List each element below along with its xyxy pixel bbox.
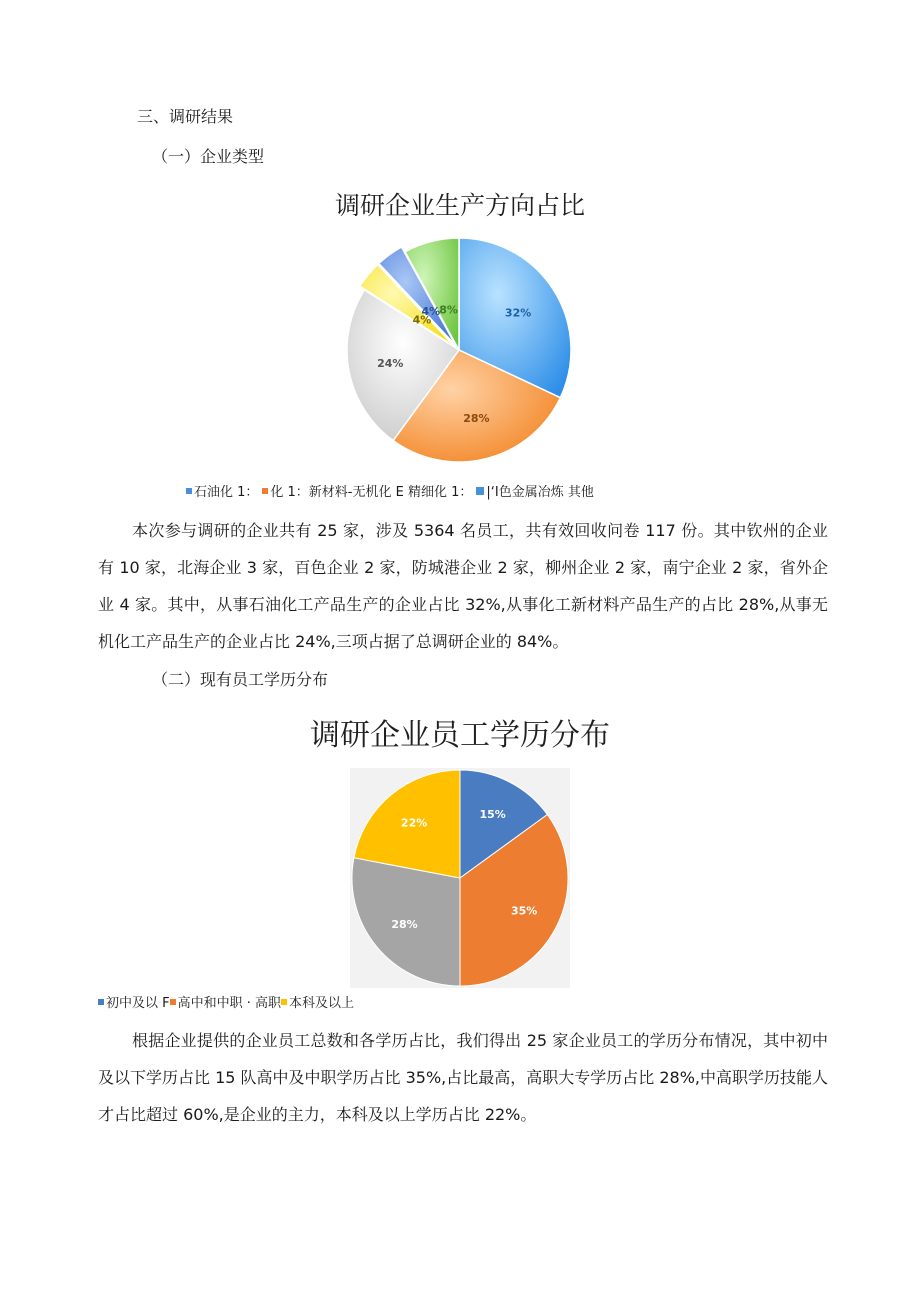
chart2-title: 调研企业员工学历分布 xyxy=(310,718,610,753)
section-heading: 三、调研结果 xyxy=(137,107,234,126)
legend-swatch xyxy=(476,487,484,495)
pie-data-label-2: 28% xyxy=(391,917,418,931)
subsection-enterprise-type: （一）企业类型 xyxy=(152,147,265,166)
chart2-pie xyxy=(350,768,570,988)
legend-swatch xyxy=(98,999,104,1005)
pie-data-label-1: 28% xyxy=(463,411,490,425)
pie-data-label-3: 4% xyxy=(412,313,432,327)
legend-item xyxy=(98,992,170,1011)
pie-data-label-4: 4% xyxy=(421,305,441,319)
subsection-education: （二）现有员工学历分布 xyxy=(152,670,329,689)
paragraph-enterprise-summary: 本次参与调研的企业共有 25 家，涉及 5364 名员工，共有效回收问卷 117 份。其中钦州的企业有 10 家，北海企业 3 家，百色企业 2 家，防城港企业 2 家，柳州企业 2 家，南宁企业 2 家，省外企业 4 家。其中，从事石油化工产品生产的企业占比 32%,从事化工新材料产品生产的占比 28%,从事无机化工产品生产的企业占比 24%,三项占据了总调研企业的 84%。 xyxy=(98,521,828,651)
legend-swatch xyxy=(186,488,192,494)
chart1-pie xyxy=(338,232,580,466)
pie-data-label-5: 8% xyxy=(439,303,458,317)
legend-item xyxy=(170,992,281,1011)
legend-item xyxy=(186,481,258,500)
legend-item xyxy=(476,481,593,500)
legend-item xyxy=(281,992,354,1011)
legend-label: 初中及以 F xyxy=(106,996,170,1011)
chart1-title: 调研企业生产方向占比 xyxy=(334,191,585,220)
pie-data-label-1: 35% xyxy=(510,904,538,918)
legend-label: 石油化 1： xyxy=(194,485,259,500)
pie-data-label-2: 24% xyxy=(377,357,404,371)
legend-swatch xyxy=(170,999,176,1005)
legend-label: 化 1：新材料-无机化 E 精细化 1： xyxy=(270,485,473,500)
pie-data-label-0: 32% xyxy=(504,306,532,320)
legend-label: 高中和中职 · 高职 xyxy=(177,996,282,1011)
pie-data-label-3: 22% xyxy=(400,816,428,830)
legend-label: |‘I色金属冶炼 其他 xyxy=(486,485,594,500)
pie-data-label-0: 15% xyxy=(479,807,506,821)
legend-swatch xyxy=(281,999,287,1005)
chart2-legend xyxy=(98,992,354,1011)
legend-item xyxy=(262,481,472,500)
legend-label: 本科及以上 xyxy=(289,996,355,1011)
paragraph-education-summary: 根据企业提供的企业员工总数和各学历占比，我们得出 25 家企业员工的学历分布情况，其中初中及以下学历占比 15 队高中及中职学历占比 35%,占比最高，高职大专学历占比 28%,中高职学历技能人才占比超过 60%,是企业的主力，本科及以上学历占比 22%。 xyxy=(98,1031,829,1124)
chart1-legend xyxy=(186,481,598,500)
legend-swatch xyxy=(262,488,268,494)
